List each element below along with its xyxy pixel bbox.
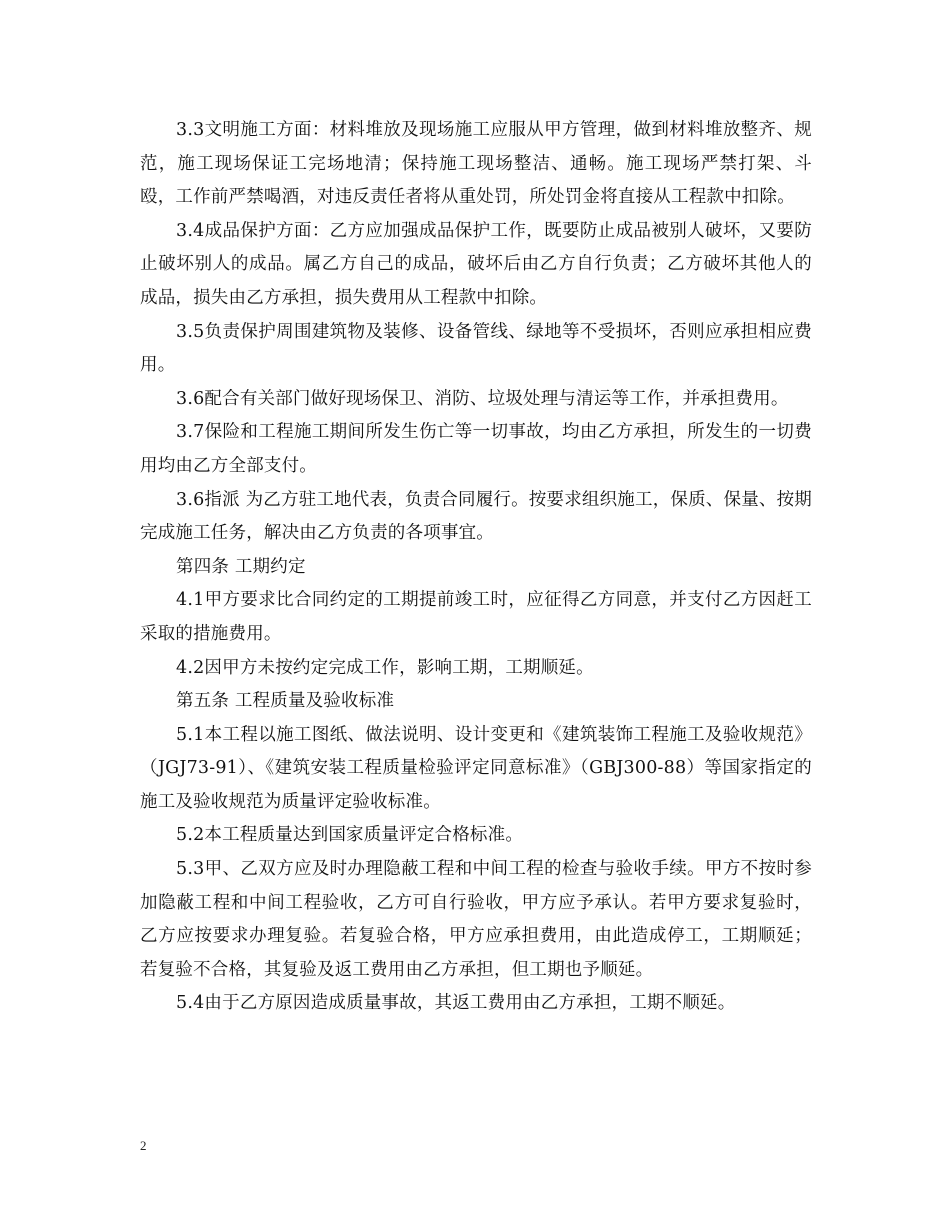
paragraph-3-6: 3.6配合有关部门做好现场保卫、消防、垃圾处理与清运等工作，并承担费用。 bbox=[176, 388, 789, 409]
section-heading-article-5: 第五条 工程质量及验收标准 bbox=[176, 691, 395, 712]
paragraph-5-1: 5.1本工程以施工图纸、做法说明、设计变更和《建筑装饰工程施工及验收规范》（JGJ73-91）、《建筑安装工程质量检验评定同意标准》（GBJ300-88）等国家指定的施工及验收规范为质量评定验收标准。 bbox=[140, 724, 812, 812]
paragraph-4-1: 4.1甲方要求比合同约定的工期提前竣工时，应征得乙方同意，并支付乙方因赶工采取的措施费用。 bbox=[140, 590, 812, 644]
paragraph-5-4: 5.4由于乙方原因造成质量事故，其返工费用由乙方承担，工期不顺延。 bbox=[176, 993, 736, 1014]
paragraph-3-5: 3.5负责保护周围建筑物及装修、设备管线、绿地等不受损坏，否则应承担相应费用。 bbox=[140, 321, 812, 376]
page-number: 2 bbox=[140, 1138, 147, 1153]
paragraph-5-3: 5.3甲、乙双方应及时办理隐蔽工程和中间工程的检查与验收手续。甲方不按时参加隐蔽工程和中间工程验收，乙方可自行验收，甲方应予承认。若甲方要求复验时，乙方应按要求办理复验。若复验合格，甲方应承担费用，由此造成停工，工期顺延；若复验不合格，其复验及返工费用由乙方承担，但工期也予顺延。 bbox=[140, 859, 812, 980]
paragraph-5-2: 5.2本工程质量达到国家质量评定合格标准。 bbox=[176, 825, 524, 846]
paragraph-4-2: 4.2因甲方未按约定完成工作，影响工期，工期顺延。 bbox=[176, 657, 594, 678]
paragraph-3-7: 3.7保险和工程施工期间所发生伤亡等一切事故，均由乙方承担，所发生的一切费用均由乙方全部支付。 bbox=[140, 422, 812, 476]
paragraph-3-4: 3.4成品保护方面：乙方应加强成品保护工作，既要防止成品被别人破坏，又要防止破坏别人的成品。属乙方自己的成品，破坏后由乙方自行负责；乙方破坏其他人的成品，损失由乙方承担，损失费用从工程款中扣除。 bbox=[140, 220, 812, 308]
paragraph-3-6-representative: 3.6指派 为乙方驻工地代表，负责合同履行。按要求组织施工，保质、保量、按期完成施工任务，解决由乙方负责的各项事宜。 bbox=[140, 489, 812, 544]
section-heading-article-4: 第四条 工期约定 bbox=[176, 556, 306, 577]
page-body bbox=[140, 114, 812, 1021]
paragraph-3-3: 3.3文明施工方面：材料堆放及现场施工应服从甲方管理，做到材料堆放整齐、规范，施工现场保证工完场地清；保持施工现场整洁、通畅。施工现场严禁打架、斗殴，工作前严禁喝酒，对违反责任者将从重处罚，所处罚金将直接从工程款中扣除。 bbox=[140, 120, 812, 208]
